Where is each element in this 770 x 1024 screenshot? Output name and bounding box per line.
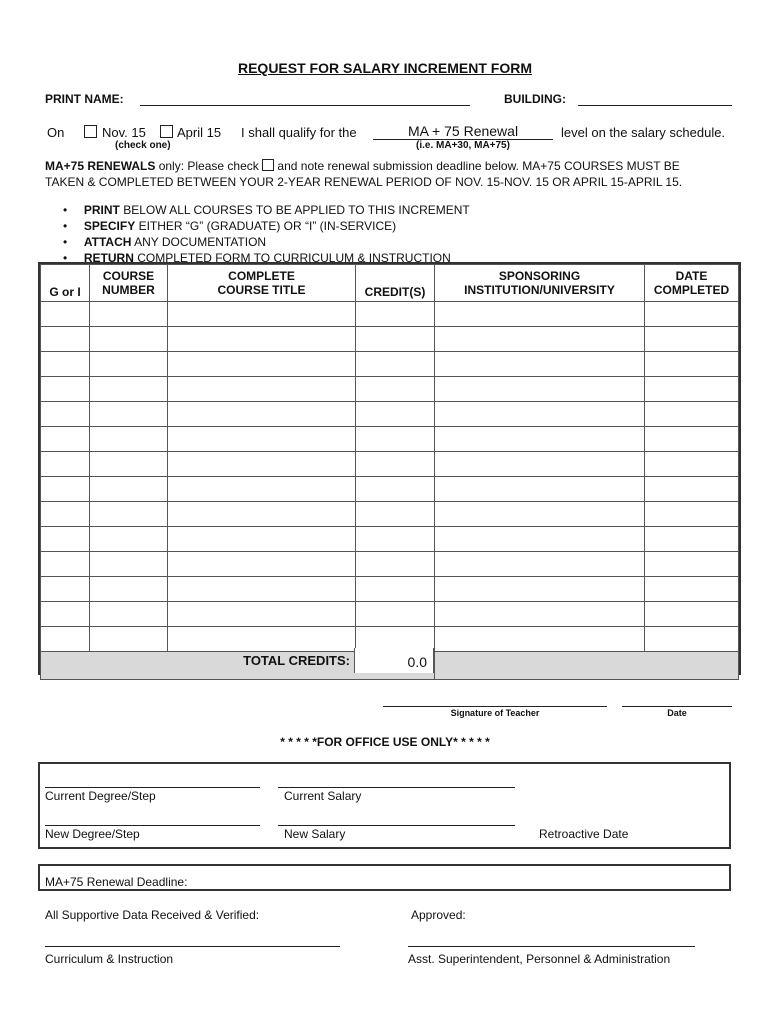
credits-cell[interactable] <box>356 527 435 552</box>
date-completed-cell[interactable] <box>645 327 739 352</box>
retroactive-date-label: Retroactive Date <box>539 827 629 841</box>
instruction-list <box>63 202 470 266</box>
col-credits <box>356 265 435 302</box>
col-date-completed <box>645 265 739 302</box>
col-course-number-label-1: COURSE <box>102 269 155 283</box>
course-title-cell[interactable] <box>168 352 356 377</box>
course-number-cell[interactable] <box>90 377 168 402</box>
instruction-bold: ATTACH <box>83 235 132 249</box>
g-or-i-cell[interactable] <box>41 327 90 352</box>
date-completed-cell[interactable] <box>645 602 739 627</box>
renewal-deadline-label: MA+75 Renewal Deadline: <box>45 875 188 889</box>
credits-cell[interactable] <box>356 602 435 627</box>
col-course-title <box>168 265 356 302</box>
on-label: On <box>47 125 65 140</box>
g-or-i-cell[interactable] <box>41 602 90 627</box>
col-institution-label-2: INSTITUTION/UNIVERSITY <box>464 283 615 297</box>
current-salary-line[interactable] <box>278 787 515 788</box>
institution-cell[interactable] <box>435 577 645 602</box>
credits-cell[interactable] <box>356 402 435 427</box>
course-number-cell[interactable] <box>90 502 168 527</box>
supportive-data-label: All Supportive Data Received & Verified: <box>45 908 260 922</box>
course-title-cell[interactable] <box>168 452 356 477</box>
renewals-bold: MA+75 RENEWALS <box>45 159 156 173</box>
credits-cell[interactable] <box>356 427 435 452</box>
institution-cell[interactable] <box>435 427 645 452</box>
signature-date-line[interactable] <box>622 706 732 707</box>
level-value: MA + 75 Renewal <box>407 123 519 139</box>
renewal-checkbox[interactable] <box>262 159 274 171</box>
credits-cell[interactable] <box>356 302 435 327</box>
total-credits-label-text: TOTAL CREDITS: <box>243 653 350 668</box>
date-completed-cell[interactable] <box>645 527 739 552</box>
course-title-cell[interactable] <box>168 527 356 552</box>
course-title-cell[interactable] <box>168 327 356 352</box>
credits-cell[interactable] <box>356 452 435 477</box>
course-row <box>41 327 739 352</box>
course-row <box>41 552 739 577</box>
course-number-cell[interactable] <box>90 452 168 477</box>
course-row <box>41 527 739 552</box>
course-title-cell[interactable] <box>168 602 356 627</box>
new-degree-label: New Degree/Step <box>45 827 140 841</box>
instruction-bold: PRINT <box>83 203 120 217</box>
date-completed-cell[interactable] <box>645 302 739 327</box>
g-or-i-cell[interactable] <box>41 377 90 402</box>
course-row <box>41 402 739 427</box>
signature-date-label: Date <box>667 708 687 718</box>
level-tail: level on the salary schedule. <box>561 125 726 140</box>
institution-cell[interactable] <box>435 602 645 627</box>
course-number-cell[interactable] <box>90 602 168 627</box>
institution-cell[interactable] <box>435 552 645 577</box>
total-credits-value[interactable]: 0.0 <box>354 648 434 673</box>
course-number-cell[interactable] <box>90 627 168 652</box>
check-one-hint: (check one) <box>115 140 171 151</box>
approved-label: Approved: <box>411 908 466 922</box>
current-degree-label: Current Degree/Step <box>45 789 156 803</box>
g-or-i-cell[interactable] <box>41 402 90 427</box>
col-institution <box>435 265 645 302</box>
renewals-line2: TAKEN & COMPLETED BETWEEN YOUR 2-YEAR RENEWAL PERIOD OF NOV. 15-NOV. 15 OR APRIL 15-APRIL 15. <box>45 175 683 189</box>
course-number-cell[interactable] <box>90 352 168 377</box>
building-field[interactable] <box>578 105 732 106</box>
course-table <box>38 262 741 675</box>
course-title-cell[interactable] <box>168 552 356 577</box>
date-completed-cell[interactable] <box>645 427 739 452</box>
institution-cell[interactable] <box>435 302 645 327</box>
institution-cell[interactable] <box>435 527 645 552</box>
print-name-label: PRINT NAME: <box>45 92 124 106</box>
date-completed-cell[interactable] <box>645 452 739 477</box>
instruction-text: EITHER “G” (GRADUATE) OR “I” (IN-SERVICE) <box>135 219 397 233</box>
instruction-item: • SPECIFY EITHER “G” (GRADUATE) OR “I” (IN-SERVICE) <box>63 219 397 233</box>
form-title: REQUEST FOR SALARY INCREMENT FORM <box>237 60 532 76</box>
instruction-item: • PRINT BELOW ALL COURSES TO BE APPLIED TO THIS INCREMENT <box>63 203 470 217</box>
signature-label: Signature of Teacher <box>450 708 540 718</box>
date-completed-cell[interactable] <box>645 477 739 502</box>
curriculum-label: Curriculum & Instruction <box>45 952 174 966</box>
institution-cell[interactable] <box>435 627 645 652</box>
course-row <box>41 302 739 327</box>
current-degree-line[interactable] <box>45 787 260 788</box>
course-title-cell[interactable] <box>168 427 356 452</box>
course-row <box>41 602 739 627</box>
credits-cell[interactable] <box>356 377 435 402</box>
course-number-cell[interactable] <box>90 327 168 352</box>
course-title-cell[interactable] <box>168 402 356 427</box>
office-use-heading: * * * * *FOR OFFICE USE ONLY* * * * * <box>280 735 490 749</box>
shall-qualify-label: I shall qualify for the <box>241 125 357 140</box>
instruction-text: COMPLETED FORM TO CURRICULUM & INSTRUCTION <box>133 251 451 265</box>
total-gray-cell <box>435 652 739 680</box>
instruction-item: • RETURN COMPLETED FORM TO CURRICULUM & INSTRUCTION <box>63 251 451 265</box>
instruction-text: ANY DOCUMENTATION <box>131 235 267 249</box>
course-title-cell[interactable] <box>168 377 356 402</box>
new-salary-label: New Salary <box>284 827 346 841</box>
col-course-number-label-2: NUMBER <box>102 283 155 297</box>
institution-cell[interactable] <box>435 377 645 402</box>
date-completed-cell[interactable] <box>645 552 739 577</box>
credits-cell[interactable] <box>356 477 435 502</box>
april15-checkbox[interactable] <box>160 125 173 138</box>
credits-cell[interactable] <box>356 552 435 577</box>
instruction-bold: RETURN <box>83 251 134 265</box>
col-title-label-2: COURSE TITLE <box>217 283 306 297</box>
nov15-checkbox[interactable] <box>84 125 97 138</box>
institution-cell[interactable] <box>435 352 645 377</box>
g-or-i-cell[interactable] <box>41 452 90 477</box>
curriculum-signature-line[interactable] <box>45 946 340 947</box>
institution-cell[interactable] <box>435 502 645 527</box>
renewals-line1 <box>45 159 680 173</box>
g-or-i-cell[interactable] <box>41 552 90 577</box>
course-title-cell[interactable] <box>168 502 356 527</box>
instruction-bold: SPECIFY <box>83 219 136 233</box>
print-name-field[interactable] <box>140 105 470 106</box>
col-title-label-1: COMPLETE <box>228 269 295 283</box>
instruction-text: BELOW ALL COURSES TO BE APPLIED TO THIS INCREMENT <box>119 203 470 217</box>
credits-cell[interactable] <box>356 502 435 527</box>
date-completed-cell[interactable] <box>645 377 739 402</box>
new-degree-line[interactable] <box>45 825 260 826</box>
april15-label: April 15 <box>177 125 222 140</box>
course-number-cell[interactable] <box>90 577 168 602</box>
building-label: BUILDING: <box>504 92 566 106</box>
nov15-label: Nov. 15 <box>102 125 146 140</box>
g-or-i-cell[interactable] <box>41 502 90 527</box>
course-row <box>41 377 739 402</box>
g-or-i-cell[interactable] <box>41 527 90 552</box>
course-number-cell[interactable] <box>90 552 168 577</box>
asst-superintendent-signature-line[interactable] <box>408 946 695 947</box>
level-hint: (i.e. MA+30, MA+75) <box>416 140 510 151</box>
course-title-cell[interactable] <box>168 577 356 602</box>
date-completed-cell[interactable] <box>645 577 739 602</box>
col-g-or-i-label: G or I <box>49 285 81 299</box>
course-number-cell[interactable] <box>90 402 168 427</box>
date-completed-cell[interactable] <box>645 627 739 652</box>
col-date-label-2: COMPLETED <box>653 283 730 297</box>
instruction-item: • ATTACH ANY DOCUMENTATION <box>63 235 267 249</box>
g-or-i-cell[interactable] <box>41 302 90 327</box>
col-date-label-1: DATE <box>675 269 708 283</box>
new-salary-line[interactable] <box>278 825 515 826</box>
current-salary-label: Current Salary <box>284 789 362 803</box>
course-row <box>41 452 739 477</box>
credits-cell[interactable] <box>356 577 435 602</box>
institution-cell[interactable] <box>435 402 645 427</box>
g-or-i-cell[interactable] <box>41 627 90 652</box>
g-or-i-cell[interactable] <box>41 577 90 602</box>
col-g-or-i <box>41 265 90 302</box>
teacher-signature-line[interactable] <box>383 706 607 707</box>
course-number-cell[interactable] <box>90 477 168 502</box>
date-completed-cell[interactable] <box>645 352 739 377</box>
credits-cell[interactable] <box>356 327 435 352</box>
course-row <box>41 352 739 377</box>
course-row <box>41 502 739 527</box>
course-row <box>41 427 739 452</box>
course-number-cell[interactable] <box>90 427 168 452</box>
table-header-row <box>41 265 739 302</box>
institution-cell[interactable] <box>435 452 645 477</box>
date-completed-cell[interactable] <box>645 502 739 527</box>
renewals-part2: and note renewal submission deadline below. MA+75 COURSES MUST BE <box>274 159 680 173</box>
institution-cell[interactable] <box>435 477 645 502</box>
course-row <box>41 477 739 502</box>
col-course-number <box>90 265 168 302</box>
course-row <box>41 577 739 602</box>
asst-superintendent-label: Asst. Superintendent, Personnel & Administration <box>408 952 671 966</box>
date-completed-cell[interactable] <box>645 402 739 427</box>
course-number-cell[interactable] <box>90 302 168 327</box>
course-title-cell[interactable] <box>168 477 356 502</box>
course-title-cell[interactable] <box>168 627 356 652</box>
credits-cell[interactable] <box>356 352 435 377</box>
col-institution-label-1: SPONSORING <box>498 269 581 283</box>
renewals-part1: only: Please check <box>155 159 263 173</box>
g-or-i-cell[interactable] <box>41 427 90 452</box>
col-credits-label: CREDIT(S) <box>364 285 426 299</box>
course-title-cell[interactable] <box>168 302 356 327</box>
course-number-cell[interactable] <box>90 527 168 552</box>
institution-cell[interactable] <box>435 327 645 352</box>
g-or-i-cell[interactable] <box>41 352 90 377</box>
g-or-i-cell[interactable] <box>41 477 90 502</box>
